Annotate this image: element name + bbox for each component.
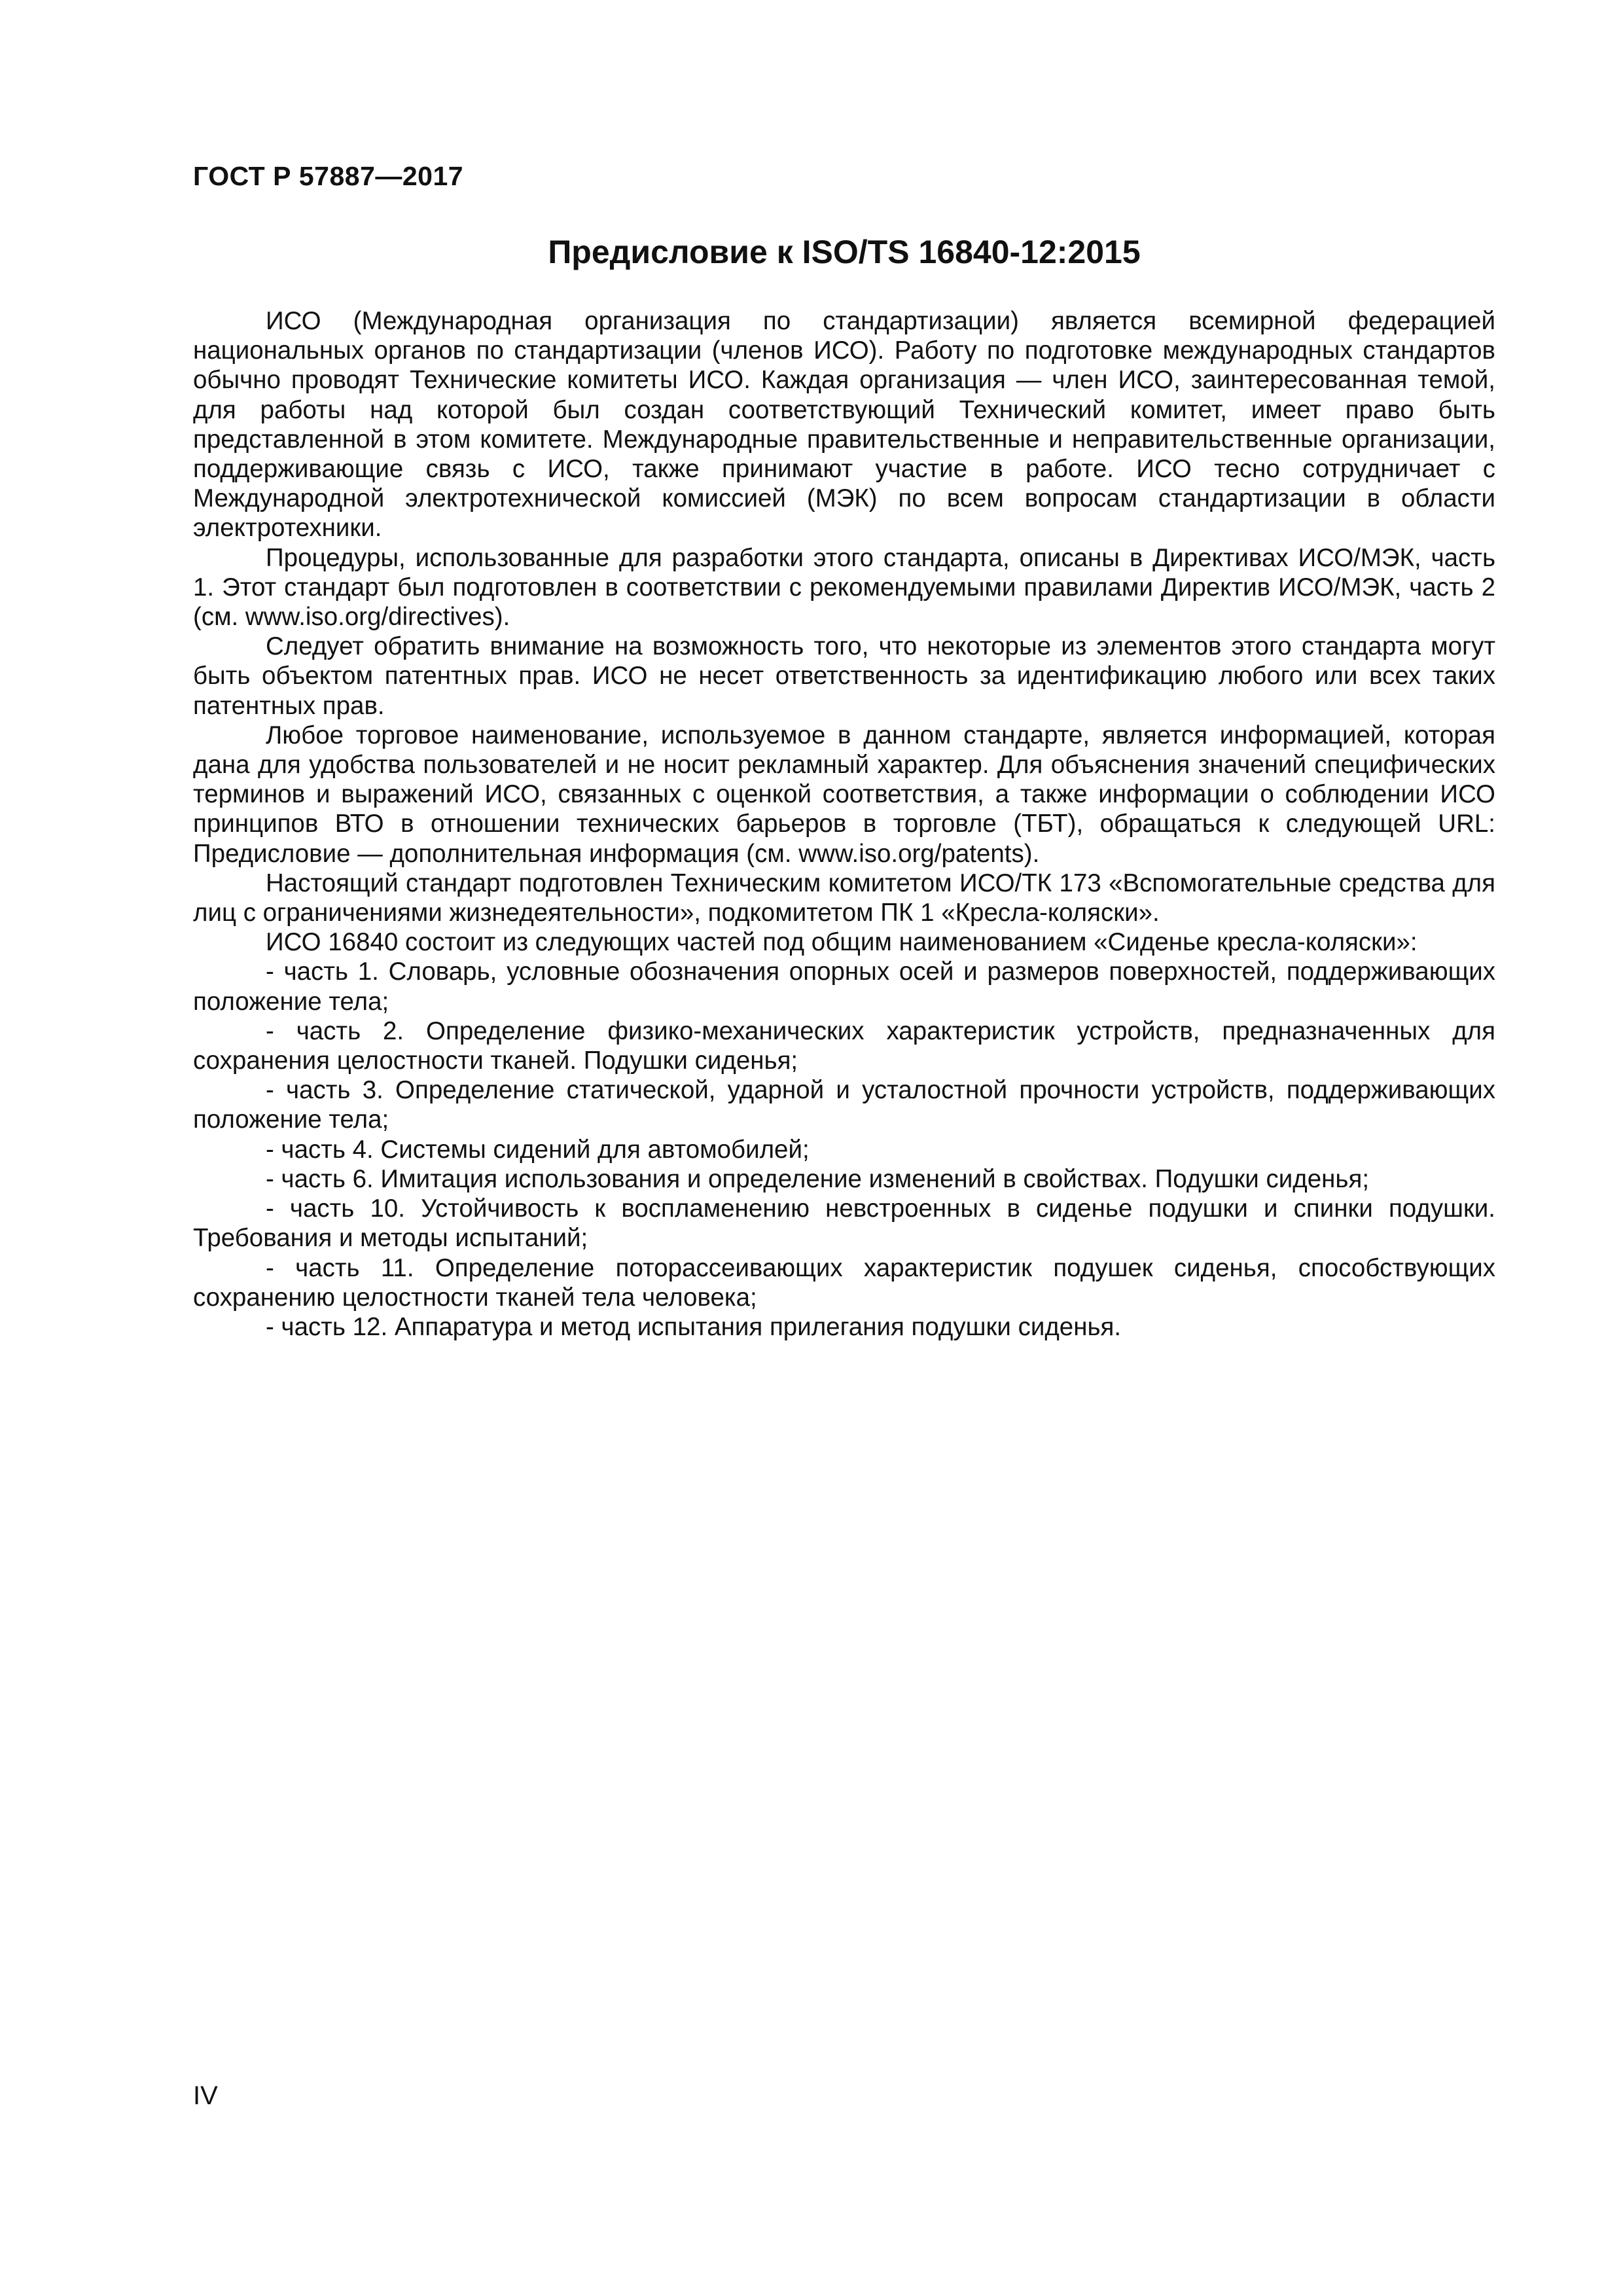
paragraph-iso-intro: ИСО (Международная организация по стандартизации) является всемирной федерацией национальных органов по стандартизации (членов ИСО). Работу по подготовке международных стандартов обычно проводят Технические комитеты ИСО. Каждая организация — член ИСО, заинтересованная темой, для работы над которой был создан соответствующий Технический комитет, имеет право быть представленной в этом комитете. Международные правительственные и неправительственные организации, поддерживающие связь с ИСО, также принимают участие в работе. ИСО тесно сотрудничает с Международной электротехнической комиссией (МЭК) по всем вопросам стандартизации в области электротехники. [193, 307, 1495, 543]
paragraph-patents: Следует обратить внимание на возможность того, что некоторые из элементов этого стандарта могут быть объектом патентных прав. ИСО не несет ответственность за идентификацию любого или всех таких патентных прав. [193, 632, 1495, 720]
list-item-part-3: - часть 3. Определение статической, ударной и усталостной прочности устройств, поддерживающих положение тела; [193, 1076, 1495, 1134]
page-number: IV [193, 2081, 218, 2110]
paragraph-trade-names: Любое торговое наименование, используемое в данном стандарте, является информацией, которая дана для удобства пользователей и не носит рекламный характер. Для объяснения значений специфических терминов и выражений ИСО, связанных с оценкой соответствия, а также информации о соблюдении ИСО принципов ВТО в отношении технических барьеров в торговле (ТБТ), обращаться к следующей URL: Предисловие — дополнительная информация (см. www.iso.org/patents). [193, 721, 1495, 868]
paragraph-parts-intro: ИСО 16840 состоит из следующих частей под общим наименованием «Сиденье кресла-коляски»: [266, 928, 1418, 957]
document-id-header: ГОСТ Р 57887—2017 [193, 161, 464, 191]
list-item-part-6: - часть 6. Имитация использования и определение изменений в свойствах. Подушки сиденья; [266, 1164, 1370, 1193]
list-item-part-12: - часть 12. Аппаратура и метод испытания прилегания подушки сиденья. [266, 1312, 1122, 1341]
list-item-part-1: - часть 1. Словарь, условные обозначения опорных осей и размеров поверхностей, поддерживающих положение тела; [193, 958, 1495, 1016]
list-item-part-11: - часть 11. Определение поторассеивающих характеристик подушек сиденья, способствующих сохранению целостности тканей тела человека; [193, 1253, 1495, 1312]
list-item-part-4: - часть 4. Системы сидений для автомобилей; [266, 1135, 810, 1164]
list-item-part-10: - часть 10. Устойчивость к воспламенению невстроенных в сиденье подушки и спинки подушки. Требования и методы испытаний; [193, 1194, 1495, 1253]
list-item-part-2: - часть 2. Определение физико-механических характеристик устройств, предназначенных для сохранения целостности тканей. Подушки сиденья; [193, 1016, 1495, 1075]
paragraph-procedures: Процедуры, использованные для разработки этого стандарта, описаны в Директивах ИСО/МЭК, часть 1. Этот стандарт был подготовлен в соответствии с рекомендуемыми правилами Директив ИСО/МЭК, часть 2 (см. www.iso.org/directives). [193, 543, 1495, 632]
section-title: Предисловие к ISO/TS 16840-12:2015 [548, 234, 1141, 270]
foreword-body [193, 306, 1495, 1342]
paragraph-committee: Настоящий стандарт подготовлен Техническим комитетом ИСО/ТК 173 «Вспомогательные средства для лиц с ограничениями жизнедеятельности», подкомитетом ПК 1 «Кресла-коляски». [193, 869, 1495, 927]
